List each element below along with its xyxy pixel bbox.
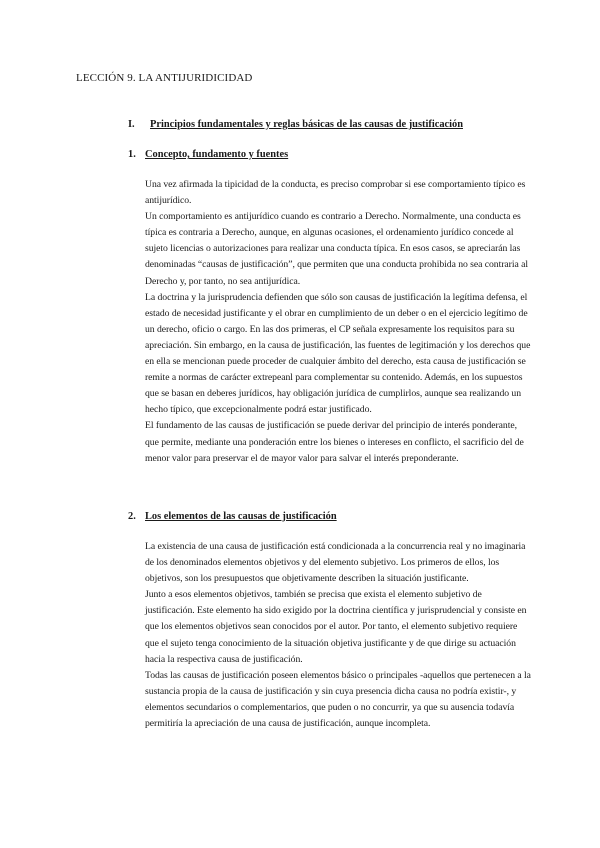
main-heading-number: I. bbox=[128, 119, 135, 130]
paragraph: La doctrina y la jurisprudencia defienden que sólo son causas de justificación la legítima defensa, el estado de necesidad justificante y el obrar en cumplimiento de un deber o en el ejercicio legítimo de un derecho, oficio o cargo. En las dos primeras, el CP señala expresamente los requisitos para su apreciación. Sin embargo, en la causa de justificación, las fuentes de legitimación y los derechos que en ella se mencionan puede proceder de cualquier ámbito del derecho, esta causa de justificación se remite a normas de carácter extrepeanl para complementar su contenido. Además, en los supuestos que se basan en deberes jurídicos, hay obligación jurídica de cumplirlos, aunque sea realizando un hecho típico, que excepcionalmente podrá estar justificado. bbox=[145, 291, 531, 416]
main-heading bbox=[128, 119, 463, 130]
section-body-2 bbox=[145, 539, 533, 732]
section-title: Concepto, fundamento y fuentes bbox=[145, 149, 289, 160]
paragraph: Todas las causas de justificación poseen elementos básico o principales -aquellos que pertenecen a la sustancia propia de la causa de justificación y sin cuya presencia dicha causa no podría existir-, y elementos secundarios o complementarios, que puden o no concurrir, ya que su ausencia todavía permitiría la apreciación de una causa de justificación, aunque incompleta. bbox=[145, 669, 531, 730]
section-body-1 bbox=[145, 177, 533, 467]
section-number: 2. bbox=[128, 511, 136, 522]
paragraph: Junto a esos elementos objetivos, también se precisa que exista el elemento subjetivo de justificación. Este elemento ha sido exigido por la doctrina científica y jurisprudencial y consiste en que los elementos objetivos sean conocidos por el autor. Por tanto, el elemento subjetivo requiere que el sujeto tenga conocimiento de la situación objetiva justificante y de que dirige su actuación hacia la respectiva causa de justificación. bbox=[145, 589, 527, 665]
paragraph: La existencia de una causa de justificación está condicionada a la concurrencia real y no imaginaria de los denominados elementos objetivos y del elemento subjetivo. Los primeros de ellos, los objetivos, son los presupuestos que objetivamente describen la situación justificante. bbox=[145, 541, 526, 585]
section-number: 1. bbox=[128, 149, 136, 160]
main-heading-text: Principios fundamentales y reglas básicas de las causas de justificación bbox=[150, 119, 463, 130]
document-title: LECCIÓN 9. LA ANTIJURIDICIDAD bbox=[76, 72, 253, 84]
section-heading-2 bbox=[128, 511, 337, 522]
paragraph: Un comportamiento es antijurídico cuando es contrario a Derecho. Normalmente, una conducta es típica es contraria a Derecho, aunque, en algunas ocasiones, el ordenamiento jurídico concede al sujeto licencias o autorizaciones para realizar una conducta típica. En esos casos, se apreciarán las denominadas “causas de justificación”, que permiten que una conducta prohibida no sea contraria al Derecho y, por tanto, no sea antijurídica. bbox=[145, 211, 528, 287]
paragraph: Una vez afirmada la tipicidad de la conducta, es preciso comprobar si ese comportamiento típico es antijurídico. bbox=[145, 179, 526, 207]
paragraph: El fundamento de las causas de justificación se puede derivar del principio de interés ponderante, que permite, mediante una ponderación entre los bienes o intereses en conflicto, el sacrificio del de menor valor para preservar el de mayor valor para salvar el interés preponderante. bbox=[145, 420, 524, 464]
section-title: Los elementos de las causas de justificación bbox=[145, 511, 337, 522]
section-heading-1 bbox=[128, 149, 288, 160]
